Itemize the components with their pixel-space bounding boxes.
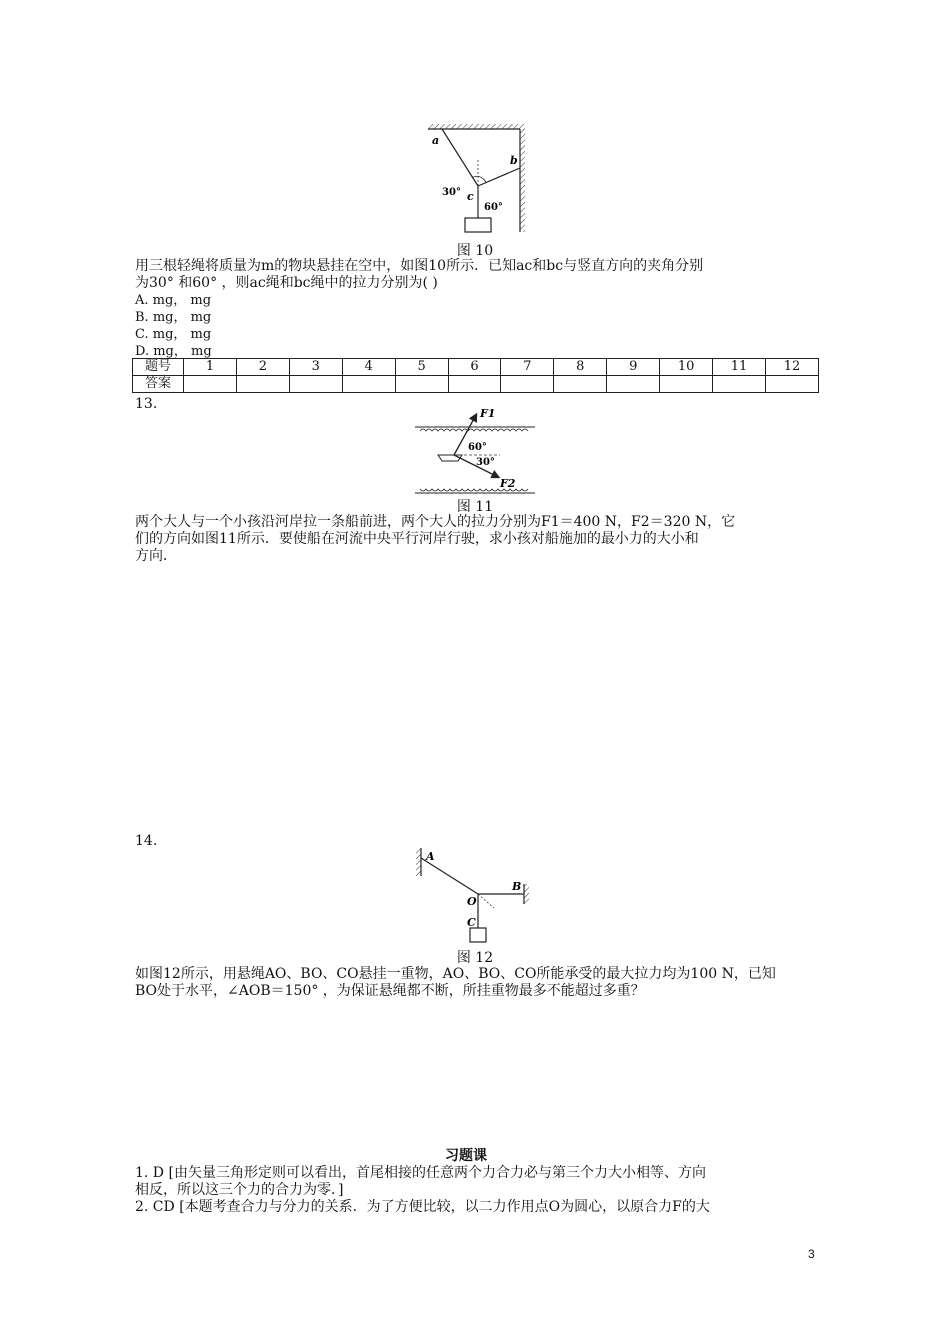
solution-1-line1: 1. D [由矢量三角形定则可以看出，首尾相接的任意两个力合力必与第三个力大小相等、方向 <box>135 1165 706 1181</box>
answer-cell <box>289 376 342 393</box>
q12-option-b: B. mg， mg <box>135 310 212 325</box>
q12-stem-line1: 用三根轻绳将质量为m的物块悬挂在空中，如图10所示．已知ac和bc与竖直方向的夹角分别 <box>135 258 704 274</box>
answer-cell <box>501 376 554 393</box>
q12-option-c: C. mg， mg <box>135 327 212 342</box>
fig12-label-o: O <box>467 895 477 908</box>
table-head-number: 题号 <box>133 359 184 376</box>
q14-line1: 如图12所示，用悬绳AO、BO、CO悬挂一重物，AO、BO、CO所能承受的最大拉力均为100 N，已知 <box>135 966 776 982</box>
q13-line3: 方向． <box>135 548 177 564</box>
figure-10 <box>420 120 530 240</box>
q12-stem-line2: 为30° 和60° ，则ac绳和bc绳中的拉力分别为( ) <box>135 275 438 291</box>
q14-number: 14. <box>135 833 158 849</box>
answer-cell <box>184 376 237 393</box>
answer-cell <box>448 376 501 393</box>
fig10-label-c: c <box>467 190 474 203</box>
fig12-caption: 图 12 <box>456 950 494 966</box>
table-number-cell: 8 <box>554 359 607 376</box>
table-number-cell: 1 <box>184 359 237 376</box>
q13-line1: 两个大人与一个小孩沿河岸拉一条船前进，两个大人的拉力分别为F1＝400 N，F2＝320 N，它 <box>135 514 736 530</box>
fig10-label-a: a <box>432 134 440 147</box>
fig11-label-f2: F2 <box>500 477 516 490</box>
answer-cell <box>713 376 766 393</box>
table-number-cell: 11 <box>713 359 766 376</box>
q12-option-d: D. mg， mg <box>135 344 212 359</box>
table-number-cell: 6 <box>448 359 501 376</box>
answer-cell <box>342 376 395 393</box>
answer-cell <box>236 376 289 393</box>
fig10-angle-60: 60° <box>484 202 503 213</box>
answer-cell <box>607 376 660 393</box>
table-number-cell: 3 <box>289 359 342 376</box>
table-number-cell: 5 <box>395 359 448 376</box>
table-number-cell: 12 <box>765 359 818 376</box>
table-number-cell: 9 <box>607 359 660 376</box>
fig11-angle-60: 60° <box>468 442 487 453</box>
fig10-label-b: b <box>510 154 518 167</box>
table-head-answer: 答案 <box>133 376 184 393</box>
q13-line2: 们的方向如图11所示．要使船在河流中央平行河岸行驶，求小孩对船施加的最小力的大小和 <box>135 531 699 547</box>
fig11-label-f1: F1 <box>480 407 496 420</box>
solution-1-line2: 相反，所以这三个力的合力为零．] <box>135 1182 344 1198</box>
page-number: 3 <box>808 1247 815 1261</box>
fig12-label-a: A <box>426 850 435 863</box>
answer-table-answer-row <box>133 376 819 393</box>
answer-cell <box>395 376 448 393</box>
answer-cell <box>660 376 713 393</box>
solutions-heading: 习题课 <box>445 1148 487 1164</box>
answer-cell <box>765 376 818 393</box>
q12-option-a: A. mg， mg <box>135 293 212 308</box>
fig11-caption: 图 11 <box>456 499 494 515</box>
q13-number: 13. <box>135 396 158 412</box>
fig10-caption: 图 10 <box>456 243 494 259</box>
fig11-angle-30: 30° <box>476 457 495 468</box>
table-number-cell: 7 <box>501 359 554 376</box>
fig10-angle-30: 30° <box>442 187 461 198</box>
answer-table <box>132 358 819 393</box>
fig12-label-c: C <box>467 916 476 929</box>
figure-11 <box>410 405 540 500</box>
figure-12 <box>410 842 545 947</box>
solution-2-line1: 2. CD [本题考查合力与分力的关系．为了方便比较，以二力作用点O为圆心，以原合力F的大 <box>135 1199 710 1215</box>
table-number-cell: 4 <box>342 359 395 376</box>
answer-table-number-row <box>133 359 819 376</box>
table-number-cell: 10 <box>660 359 713 376</box>
answer-cell <box>554 376 607 393</box>
fig12-label-b: B <box>512 880 522 893</box>
q14-line2: BO处于水平，∠AOB＝150° ，为保证悬绳都不断，所挂重物最多不能超过多重？ <box>135 983 645 999</box>
table-number-cell: 2 <box>236 359 289 376</box>
